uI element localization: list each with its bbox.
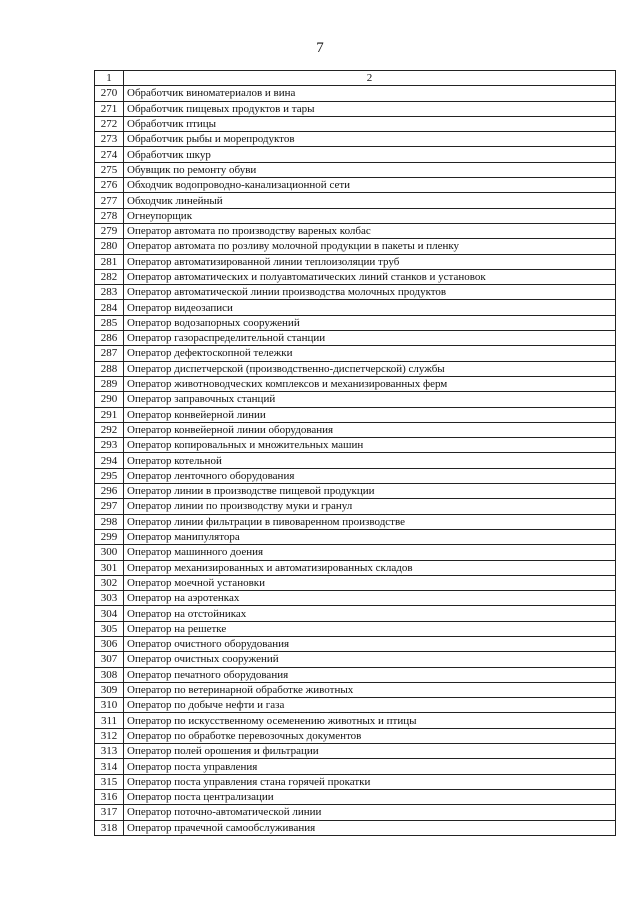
row-number: 292 [95, 422, 124, 437]
profession-name: Оператор машинного доения [124, 545, 616, 560]
profession-name: Оператор по ветеринарной обработке животных [124, 682, 616, 697]
profession-name: Оператор автоматической линии производства молочных продуктов [124, 285, 616, 300]
profession-name: Оператор печатного оборудования [124, 667, 616, 682]
table-row [95, 468, 616, 483]
row-number: 291 [95, 407, 124, 422]
row-number: 307 [95, 652, 124, 667]
table-row [95, 116, 616, 131]
table-row [95, 514, 616, 529]
profession-table [94, 70, 616, 836]
table-row [95, 560, 616, 575]
row-number: 274 [95, 147, 124, 162]
table-row [95, 223, 616, 238]
profession-name: Обработчик виноматериалов и вина [124, 86, 616, 101]
table-row [95, 789, 616, 804]
row-number: 283 [95, 285, 124, 300]
row-number: 282 [95, 269, 124, 284]
row-number: 285 [95, 315, 124, 330]
table-row [95, 438, 616, 453]
table-row [95, 591, 616, 606]
profession-name: Оператор конвейерной линии оборудования [124, 422, 616, 437]
row-number: 270 [95, 86, 124, 101]
profession-name: Обувщик по ремонту обуви [124, 162, 616, 177]
profession-name: Оператор линии фильтрации в пивоваренном производстве [124, 514, 616, 529]
table-row [95, 667, 616, 682]
table-body [95, 86, 616, 836]
table-row [95, 698, 616, 713]
row-number: 315 [95, 774, 124, 789]
profession-name: Оператор прачечной самообслуживания [124, 820, 616, 835]
table-row [95, 728, 616, 743]
profession-name: Оператор по искусственному осеменению животных и птицы [124, 713, 616, 728]
table-row [95, 407, 616, 422]
page-number: 7 [316, 40, 324, 56]
table-row [95, 805, 616, 820]
row-number: 304 [95, 606, 124, 621]
row-number: 312 [95, 728, 124, 743]
table-row [95, 315, 616, 330]
profession-name: Обработчик птицы [124, 116, 616, 131]
row-number: 308 [95, 667, 124, 682]
row-number: 301 [95, 560, 124, 575]
row-number: 288 [95, 361, 124, 376]
profession-name: Оператор ленточного оборудования [124, 468, 616, 483]
table-row [95, 713, 616, 728]
table-row [95, 162, 616, 177]
table-row [95, 101, 616, 116]
profession-name: Оператор автомата по производству вареных колбас [124, 223, 616, 238]
row-number: 300 [95, 545, 124, 560]
table-row [95, 132, 616, 147]
profession-name: Оператор линии в производстве пищевой продукции [124, 484, 616, 499]
profession-name: Обходчик водопроводно-канализационной сети [124, 178, 616, 193]
profession-name: Оператор заправочных станций [124, 392, 616, 407]
table-row [95, 147, 616, 162]
profession-name: Оператор конвейерной линии [124, 407, 616, 422]
profession-name: Оператор автомата по розливу молочной продукции в пакеты и пленку [124, 239, 616, 254]
row-number: 296 [95, 484, 124, 499]
profession-name: Оператор животноводческих комплексов и механизированных ферм [124, 376, 616, 391]
profession-name: Обходчик линейный [124, 193, 616, 208]
column-header-name: 2 [124, 71, 616, 86]
row-number: 313 [95, 744, 124, 759]
table-row [95, 820, 616, 835]
table-row [95, 239, 616, 254]
row-number: 317 [95, 805, 124, 820]
table-row [95, 285, 616, 300]
profession-name: Оператор по добыче нефти и газа [124, 698, 616, 713]
profession-name: Оператор поста управления [124, 759, 616, 774]
row-number: 286 [95, 331, 124, 346]
row-number: 278 [95, 208, 124, 223]
row-number: 289 [95, 376, 124, 391]
table-row [95, 606, 616, 621]
row-number: 293 [95, 438, 124, 453]
table-row [95, 331, 616, 346]
column-header-number: 1 [95, 71, 124, 86]
profession-name: Оператор водозапорных сооружений [124, 315, 616, 330]
profession-name: Оператор на отстойниках [124, 606, 616, 621]
profession-name: Оператор очистного оборудования [124, 636, 616, 651]
table-row [95, 652, 616, 667]
row-number: 272 [95, 116, 124, 131]
row-number: 294 [95, 453, 124, 468]
row-number: 318 [95, 820, 124, 835]
table-row [95, 774, 616, 789]
row-number: 280 [95, 239, 124, 254]
row-number: 306 [95, 636, 124, 651]
row-number: 287 [95, 346, 124, 361]
table-row [95, 621, 616, 636]
profession-name: Оператор по обработке перевозочных документов [124, 728, 616, 743]
profession-name: Оператор полей орошения и фильтрации [124, 744, 616, 759]
profession-name: Огнеупорщик [124, 208, 616, 223]
profession-name: Оператор на аэротенках [124, 591, 616, 606]
table-row [95, 86, 616, 101]
profession-name: Оператор автоматизированной линии теплоизоляции труб [124, 254, 616, 269]
row-number: 275 [95, 162, 124, 177]
profession-name: Обработчик пищевых продуктов и тары [124, 101, 616, 116]
table-row [95, 254, 616, 269]
table-row [95, 682, 616, 697]
table-row [95, 361, 616, 376]
row-number: 303 [95, 591, 124, 606]
row-number: 279 [95, 223, 124, 238]
table-row [95, 392, 616, 407]
row-number: 281 [95, 254, 124, 269]
row-number: 298 [95, 514, 124, 529]
table-row [95, 759, 616, 774]
profession-name: Оператор механизированных и автоматизированных складов [124, 560, 616, 575]
row-number: 316 [95, 789, 124, 804]
profession-name: Оператор поста управления стана горячей прокатки [124, 774, 616, 789]
profession-name: Оператор на решетке [124, 621, 616, 636]
table-header-row [95, 71, 616, 86]
profession-name: Оператор автоматических и полуавтоматических линий станков и установок [124, 269, 616, 284]
table-row [95, 178, 616, 193]
row-number: 273 [95, 132, 124, 147]
table-row [95, 499, 616, 514]
profession-name: Оператор котельной [124, 453, 616, 468]
row-number: 310 [95, 698, 124, 713]
row-number: 277 [95, 193, 124, 208]
row-number: 305 [95, 621, 124, 636]
profession-name: Оператор очистных сооружений [124, 652, 616, 667]
table-row [95, 636, 616, 651]
row-number: 302 [95, 575, 124, 590]
row-number: 297 [95, 499, 124, 514]
table-row [95, 346, 616, 361]
row-number: 290 [95, 392, 124, 407]
profession-name: Оператор моечной установки [124, 575, 616, 590]
profession-name: Оператор поста централизации [124, 789, 616, 804]
profession-name: Обработчик шкур [124, 147, 616, 162]
row-number: 295 [95, 468, 124, 483]
profession-name: Обработчик рыбы и морепродуктов [124, 132, 616, 147]
table-row [95, 300, 616, 315]
row-number: 271 [95, 101, 124, 116]
profession-name: Оператор копировальных и множительных машин [124, 438, 616, 453]
row-number: 299 [95, 529, 124, 544]
row-number: 309 [95, 682, 124, 697]
profession-name: Оператор линии по производству муки и гранул [124, 499, 616, 514]
table-row [95, 193, 616, 208]
table-row [95, 484, 616, 499]
profession-name: Оператор газораспределительной станции [124, 331, 616, 346]
profession-name: Оператор манипулятора [124, 529, 616, 544]
table-row [95, 529, 616, 544]
table-row [95, 376, 616, 391]
table-row [95, 208, 616, 223]
table-row [95, 422, 616, 437]
row-number: 284 [95, 300, 124, 315]
profession-name: Оператор дефектоскопной тележки [124, 346, 616, 361]
row-number: 314 [95, 759, 124, 774]
profession-name: Оператор диспетчерской (производственно-диспетчерской) службы [124, 361, 616, 376]
table-row [95, 269, 616, 284]
table-row [95, 453, 616, 468]
profession-name: Оператор поточно-автоматической линии [124, 805, 616, 820]
table-row [95, 545, 616, 560]
table-row [95, 575, 616, 590]
row-number: 311 [95, 713, 124, 728]
profession-name: Оператор видеозаписи [124, 300, 616, 315]
row-number: 276 [95, 178, 124, 193]
table-row [95, 744, 616, 759]
